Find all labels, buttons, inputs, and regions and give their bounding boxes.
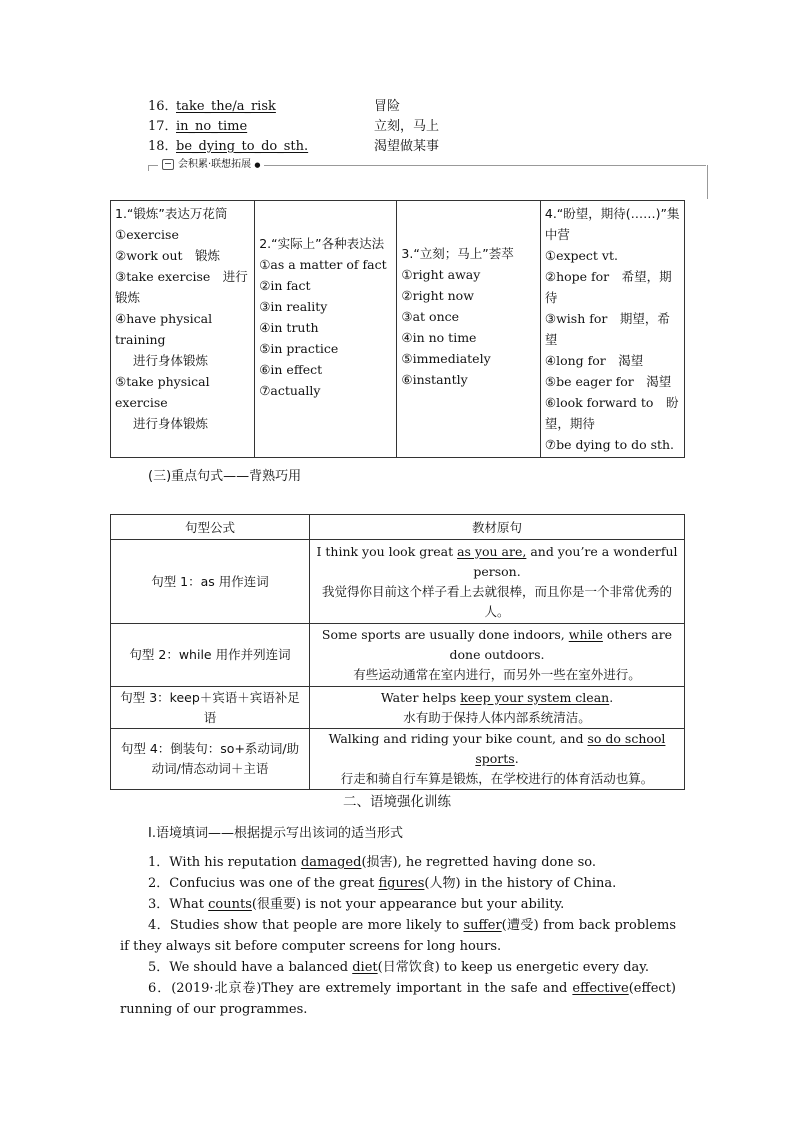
synonym-title: 2.“实际上”各种表达法	[259, 236, 385, 251]
synonym-item: ①exercise	[115, 227, 179, 242]
exercise-text: What	[169, 897, 209, 912]
synonym-table	[110, 200, 685, 458]
exercise-text: (人物) in the history of China.	[424, 876, 617, 891]
synonym-item: ①expect vt.	[544, 248, 618, 263]
book-icon	[162, 159, 174, 170]
exercise-text: (遭受) from back problems if they always sit before computer screens for long hours.	[120, 918, 676, 954]
vocab-number: 17．	[148, 119, 178, 134]
vocab-phrase: take_the/a_risk	[176, 99, 276, 114]
synonym-title: 4.“盼望，期待(……)”集中营	[544, 206, 680, 242]
vocab-phrase: in_no_time	[176, 119, 248, 134]
part-title: 二、语境强化训练	[343, 794, 451, 810]
vocab-meaning: 冒险	[374, 99, 401, 114]
exercise-number: 5．	[148, 960, 170, 975]
pattern-formula: 句型 3：keep＋宾语＋宾语补足语	[111, 687, 310, 729]
example-text: .	[514, 751, 519, 766]
synonym-item: ④in truth	[259, 320, 319, 335]
exercise-item	[120, 873, 676, 894]
example-text: Water helps	[380, 689, 461, 705]
synonym-item: ②work out 锻炼	[115, 248, 221, 263]
example-text: I think you look great	[316, 543, 458, 559]
exercise-item	[120, 978, 676, 1020]
synonym-item: ⑤take physical exercise	[115, 374, 210, 410]
exercise-answer: suffer	[463, 918, 502, 933]
example-key: as you are,	[457, 543, 527, 559]
pattern-formula: 句型 1：as 用作连词	[111, 540, 310, 624]
example-key: so do school sports	[475, 731, 666, 766]
example-text: Walking and riding your bike count, and	[328, 731, 588, 746]
synonym-item: ⑤be eager for 渴望	[544, 374, 672, 389]
example-key: while	[568, 627, 603, 642]
pattern-example	[310, 729, 685, 790]
section-banner	[148, 157, 708, 199]
example-text: Some sports are usually done indoors,	[321, 627, 569, 642]
synonym-item: ③in reality	[259, 299, 328, 314]
example-text: .	[609, 689, 614, 705]
vocab-meaning: 立刻，马上	[374, 119, 440, 134]
synonym-item: ⑥look forward to 盼望，期待	[544, 395, 679, 431]
table-row	[111, 729, 685, 790]
exercise-item	[120, 915, 676, 957]
example-text: others are done outdoors.	[449, 627, 673, 662]
vocab-item	[148, 97, 468, 117]
table-row	[111, 540, 685, 624]
example-translation: 水有助于保持人体内部系统清洁。	[403, 709, 591, 725]
example-key: keep your system clean	[460, 689, 610, 705]
synonym-cell-exercise	[111, 201, 255, 458]
column-header: 教材原句	[310, 515, 685, 540]
pattern-formula: 句型 4：倒装句：so+系动词/助动词/情态动词＋主语	[111, 729, 310, 790]
exercise-text: We should have a balanced	[169, 960, 353, 975]
exercise-item	[120, 894, 676, 915]
example-translation: 有些运动通常在室内进行，而另外一些在室外进行。	[353, 667, 641, 682]
exercise-answer: counts	[208, 897, 252, 912]
banner-label: 会积累·联想拓展 ●	[158, 157, 264, 173]
exercise-text: Studies show that people are more likely to	[169, 918, 464, 933]
exercise-number: 3．	[148, 897, 170, 912]
synonym-item: ④have physical training	[115, 311, 213, 347]
table-row	[111, 624, 685, 687]
exercise-text: (损害), he regretted having done so.	[361, 855, 596, 870]
exercise-answer: effective	[572, 981, 629, 996]
synonym-item: ④long for 渴望	[544, 353, 644, 368]
pattern-example	[310, 624, 685, 687]
synonym-item: ②hope for 希望，期待	[544, 269, 672, 305]
column-header: 句型公式	[111, 515, 310, 540]
pattern-example	[310, 540, 685, 624]
synonym-item: 进行身体锻炼	[133, 416, 209, 431]
synonym-cell-immediately	[397, 201, 540, 458]
vocab-number: 18．	[148, 139, 178, 154]
synonym-item: ⑤immediately	[401, 351, 491, 366]
banner-text: 会积累·联想拓展	[178, 159, 252, 170]
patterns-table	[110, 514, 685, 790]
synonym-item: ②right now	[401, 288, 474, 303]
synonym-title: 3.“立刻；马上”荟萃	[401, 246, 514, 261]
exercise-item	[120, 852, 676, 873]
pattern-example	[310, 687, 685, 729]
synonym-item: ②in fact	[259, 278, 311, 293]
synonym-item: ③take exercise 进行锻炼	[115, 269, 248, 305]
exercise-answer: figures	[378, 876, 425, 891]
exercise-answer: damaged	[300, 855, 362, 870]
vocab-meaning: 渴望做某事	[374, 139, 440, 154]
exercise-number: 1．	[148, 855, 170, 870]
exercise-answer: diet	[352, 960, 378, 975]
synonym-item: ①as a matter of fact	[259, 257, 387, 272]
synonym-item: ④in no time	[401, 330, 477, 345]
exercise-text: (很重要) is not your appearance but your ability.	[251, 897, 565, 912]
exercise-text: Confucius was one of the great	[169, 876, 379, 891]
exercise-text: (2019·北京卷)They are extremely important in the safe and	[171, 981, 573, 996]
synonym-title: 1.“锻炼”表达万花筒	[115, 206, 228, 221]
patterns-heading: (三)重点句式——背熟巧用	[148, 469, 302, 484]
synonym-item: ①right away	[401, 267, 481, 282]
exercise-number: 4．	[148, 918, 170, 933]
vocab-phrase: be_dying_to_do_sth.	[176, 139, 309, 154]
exercise-item	[120, 957, 676, 978]
example-translation: 行走和骑自行车算是锻炼，在学校进行的体育活动也算。	[340, 771, 654, 786]
synonym-item: ⑦be dying to do sth.	[544, 437, 675, 452]
synonym-cell-long-for	[540, 201, 684, 458]
example-text: and you’re a wonderful person.	[473, 543, 678, 579]
synonym-item: ⑥in effect	[259, 362, 323, 377]
synonym-item: ③wish for 期望，希望	[544, 311, 670, 347]
vocab-number: 16．	[148, 99, 178, 114]
synonym-item: ⑦actually	[259, 383, 321, 398]
table-row	[111, 687, 685, 729]
synonym-item: ⑥instantly	[401, 372, 468, 387]
synonym-cell-actually	[255, 201, 397, 458]
exercise-number: 2．	[148, 876, 170, 891]
exercise-text: With his reputation	[169, 855, 301, 870]
exercise-text: (effect) running of our programmes.	[120, 981, 676, 1017]
synonym-item: ⑤in practice	[259, 341, 339, 356]
exercise-instructions: Ⅰ.语境填词——根据提示写出该词的适当形式	[148, 826, 403, 841]
exercise-text: (日常饮食) to keep us energetic every day.	[377, 960, 650, 975]
pattern-formula: 句型 2：while 用作并列连词	[111, 624, 310, 687]
synonym-item: ③at once	[401, 309, 460, 324]
exercise-number: 6．	[148, 981, 172, 996]
example-translation: 我觉得你目前这个样子看上去就很棒，而且你是一个非常优秀的人。	[321, 583, 672, 619]
synonym-item: 进行身体锻炼	[133, 353, 209, 368]
